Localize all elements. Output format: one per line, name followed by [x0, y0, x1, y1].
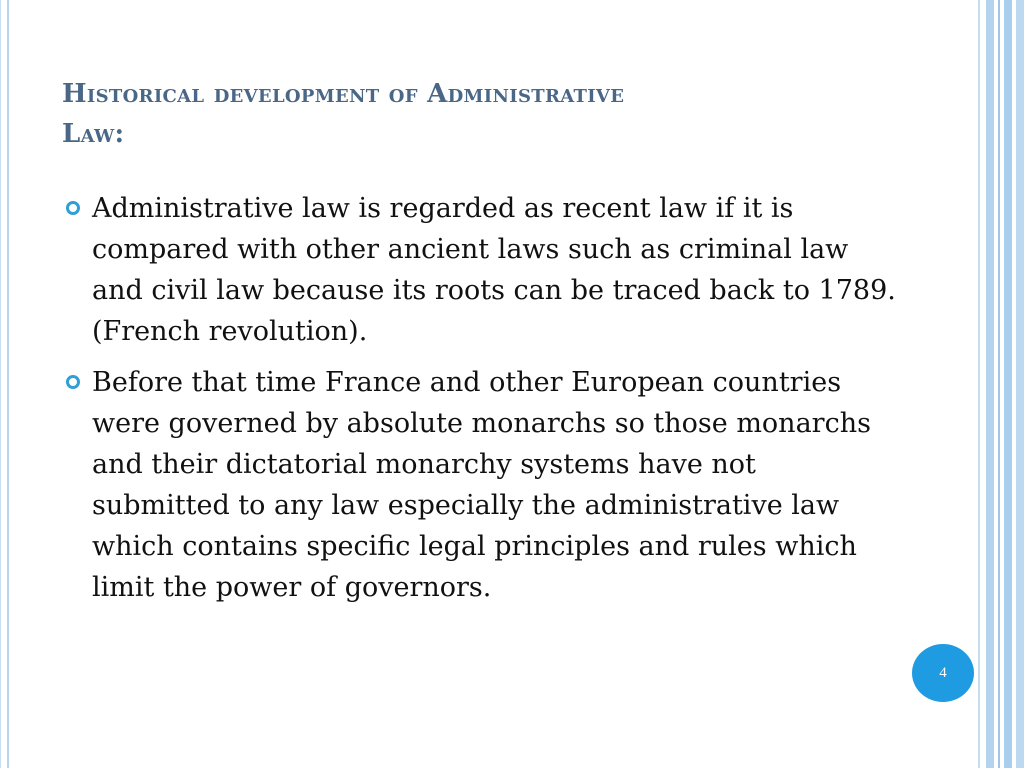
title-line-2: Law: — [62, 119, 125, 149]
bullet-text: Administrative law is regarded as recent law if it is compared with other ancient laws such as criminal law and civil law because its roots can be traced back to 1789. (French revolution). — [92, 193, 896, 347]
right-stripe-decoration — [978, 0, 1024, 768]
bullet-list — [62, 188, 902, 618]
stripe — [998, 0, 1000, 768]
stripe — [986, 0, 994, 768]
left-border-decoration — [0, 0, 10, 768]
stripe — [1016, 0, 1024, 768]
hollow-circle-bullet-icon — [66, 375, 80, 389]
stripe — [978, 0, 980, 768]
bullet-text: Before that time France and other European countries were governed by absolute monarchs so those monarchs and their dictatorial monarchy systems have not submitted to any law especially the administrative law which contains specific legal principles and rules which limit the power of governors. — [92, 367, 871, 603]
title-line-1: Historical development of Administrative — [62, 79, 625, 109]
stripe — [1004, 0, 1012, 768]
bullet-item — [62, 188, 902, 352]
bullet-item — [62, 362, 902, 608]
page-number-badge: 4 — [912, 644, 974, 702]
hollow-circle-bullet-icon — [66, 201, 80, 215]
slide-title — [62, 74, 922, 154]
